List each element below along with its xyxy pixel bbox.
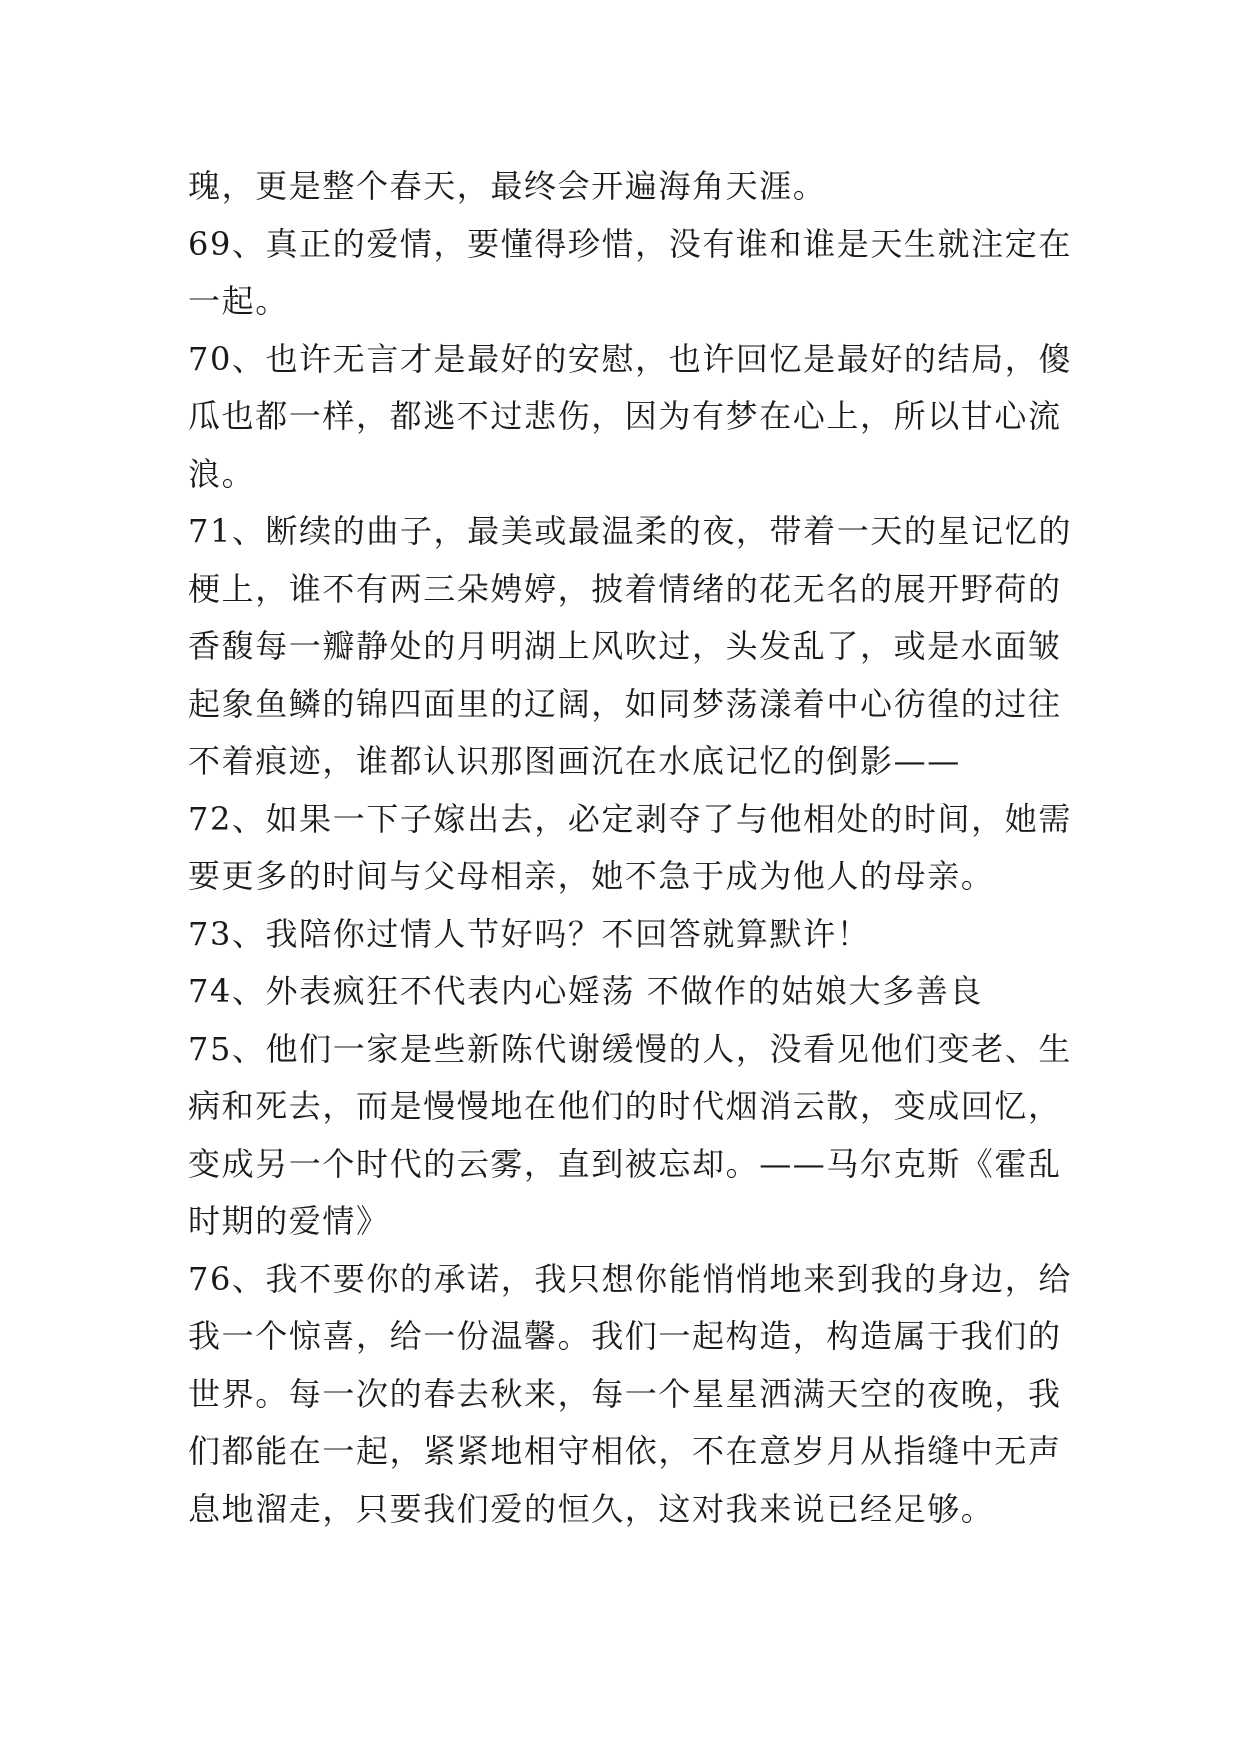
text-line: 变成另一个时代的云雾，直到被忘却。——马尔克斯《霍乱 [188, 1144, 1062, 1183]
text-line: 70、也许无言才是最好的安慰，也许回忆是最好的结局，傻 [188, 339, 1072, 378]
text-line: 我一个惊喜，给一份温馨。我们一起构造，构造属于我们的 [188, 1317, 1062, 1355]
text-line: 76、我不要你的承诺，我只想你能悄悄地来到我的身边，给 [188, 1259, 1072, 1298]
text-line: 74、外表疯狂不代表内心婬荡 不做作的姑娘大多善良 [188, 972, 983, 1010]
text-line: 病和死去，而是慢慢地在他们的时代烟消云散，变成回忆， [188, 1087, 1062, 1125]
text-line: 要更多的时间与父母相亲，她不急于成为他人的母亲。 [188, 857, 995, 895]
text-line: 瓜也都一样，都逃不过悲伤，因为有梦在心上，所以甘心流 [188, 397, 1062, 435]
text-line: 瑰，更是整个春天，最终会开遍海角天涯。 [188, 167, 827, 205]
text-line: 75、他们一家是些新陈代谢缓慢的人，没看见他们变老、生 [188, 1029, 1072, 1068]
text-line: 71、断续的曲子，最美或最温柔的夜，带着一天的星记忆的 [188, 512, 1072, 550]
body-text [188, 158, 1072, 1538]
text-line: 73、我陪你过情人节好吗？不回答就算默许！ [188, 914, 871, 953]
text-line: 72、如果一下子嫁出去，必定剥夺了与他相处的时间，她需 [188, 799, 1072, 838]
text-line: 时期的爱情》 [188, 1202, 390, 1240]
text-line: 浪。 [188, 454, 256, 493]
text-line: 不着痕迹，谁都认识那图画沉在水底记忆的倒影—— [188, 742, 961, 780]
text-line: 世界。每一次的春去秋来，每一个星星洒满天空的夜晚，我 [188, 1374, 1062, 1413]
text-line: 们都能在一起，紧紧地相守相依，不在意岁月从指缝中无声 [188, 1432, 1062, 1470]
text-line: 起象鱼鳞的锦四面里的辽阔，如同梦荡漾着中心彷徨的过往 [188, 684, 1062, 723]
text-line: 息地溜走，只要我们爱的恒久，这对我来说已经足够。 [188, 1489, 995, 1528]
text-line: 梗上，谁不有两三朵娉婷，披着情绪的花无名的展开野荷的 [188, 569, 1062, 608]
text-line: 69、真正的爱情，要懂得珍惜，没有谁和谁是天生就注定在 [188, 224, 1072, 263]
text-line: 香馥每一瓣静处的月明湖上风吹过，头发乱了，或是水面皱 [188, 627, 1062, 665]
text-line: 一起。 [188, 282, 289, 320]
